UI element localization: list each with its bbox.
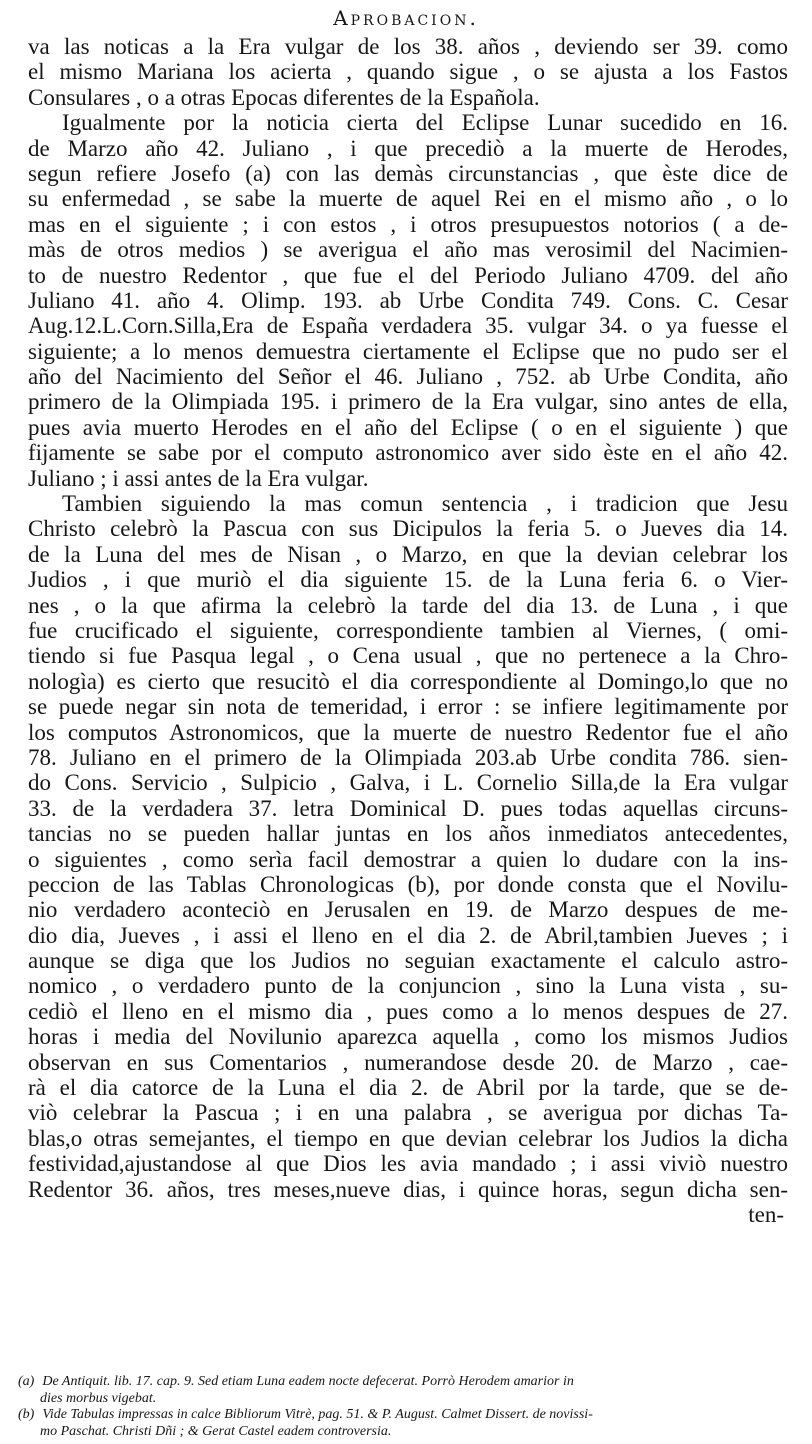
text-line: los computos Astronomicos, que la muerte de nuestro Redentor fue el año	[28, 719, 788, 745]
text-line: nes , o la que afirma la celebrò la tarde del dia 13. de Luna , i que	[28, 592, 788, 618]
text-line: Christo celebrò la Pascua con sus Dicipulos la feria 5. o Jueves dia 14.	[28, 516, 788, 542]
text-line: su enfermedad , se sabe la muerte de aquel Rei en el mismo año , o lo	[28, 186, 788, 212]
footnote-line	[18, 1374, 790, 1391]
text-line: siguiente; a lo menos demuestra ciertamente el Eclipse que no pudo ser el	[28, 338, 788, 364]
text-line: peccion de las Tablas Chronologicas (b), por donde consta que el Novilu-	[28, 871, 788, 897]
text-line: màs de otros medios ) se averigua el año mas verosimil del Nacimien-	[28, 237, 788, 263]
text-line: nologìa) es cierto que resucitò el dia correspondiente al Domingo,lo que no	[28, 668, 788, 694]
text-line: mas en el siguiente ; i con estos , i otros presupuestos notorios ( a de-	[28, 211, 788, 237]
text-line: horas i media del Novilunio aparezca aquella , como los mismos Judios	[28, 1024, 788, 1050]
paragraph	[28, 34, 788, 110]
text-line: de Marzo año 42. Juliano , i que precediò a la muerte de Herodes,	[28, 135, 788, 161]
text-line: Igualmente por la noticia cierta del Eclipse Lunar sucedido en 16.	[62, 110, 788, 136]
text-line: va las noticas a la Era vulgar de los 38. años , deviendo ser 39. como	[28, 34, 788, 59]
footnote-line	[18, 1424, 790, 1441]
text-line: Juliano ; i assi antes de la Era vulgar.	[28, 465, 369, 491]
text-line: fijamente se sabe por el computo astronomico aver sido èste en el año 42.	[28, 440, 788, 466]
text-line: Consulares , o a otras Epocas diferentes de la Española.	[28, 84, 540, 110]
text-line: 78. Juliano en el primero de la Olimpiada 203.ab Urbe condita 786. sien-	[28, 744, 788, 770]
text-line: pues avia muerto Herodes en el año del Eclipse ( o en el siguiente ) que	[28, 414, 788, 440]
text-line: rà el dia catorce de la Luna el dia 2. de Abril por la tarde, que se de-	[28, 1075, 788, 1101]
running-header: Aprobacion.	[333, 6, 479, 30]
text-line: to de nuestro Redentor , que fue el del Periodo Juliano 4709. del año	[28, 262, 788, 288]
text-line: segun refiere Josefo (a) con las demàs circunstancias , que èste dice de	[28, 160, 788, 186]
text-line: Redentor 36. años, tres meses,nueve dias, i quince horas, segun dicha sen-	[28, 1176, 788, 1202]
catchword: ten-	[748, 1201, 784, 1227]
text-line: tancias no se pueden hallar juntas en los años inmediatos antecedentes,	[28, 821, 788, 847]
paragraph	[28, 491, 788, 1202]
text-line: tiendo si fue Pasqua legal , o Cena usual , que no pertenece a la Chro-	[28, 643, 788, 669]
paragraph	[28, 110, 788, 491]
text-line: Judios , i que muriò el dia siguiente 15. de la Luna feria 6. o Vier-	[28, 567, 788, 593]
text-line: fue crucificado el siguiente, correspondiente tambien al Viernes, ( omi-	[28, 617, 788, 643]
text-line: año del Nacimiento del Señor el 46. Juliano , 752. ab Urbe Condita, año	[28, 364, 788, 390]
text-line: cediò el lleno en el mismo dia , pues como a lo menos despues de 27.	[28, 998, 788, 1024]
footnote-mark: (a)	[18, 1374, 35, 1389]
footnote-text: mo Paschat. Christi Dñi ; & Gerat Castel eadem controversia.	[40, 1423, 392, 1439]
text-line: nio verdadero aconteciò en Jerusalen en 19. de Marzo despues de me-	[28, 897, 788, 923]
text-line: dio dia, Jueves , i assi el lleno en el dia 2. de Abril,tambien Jueves ; i	[28, 922, 788, 948]
text-line: festividad,ajustandose al que Dios les avia mandado ; i assi viviò nuestro	[28, 1151, 788, 1177]
paragraph-list	[28, 34, 788, 1202]
text-line: do Cons. Servicio , Sulpicio , Galva, i L. Cornelio Silla,de la Era vulgar	[28, 770, 788, 796]
text-line: observan en sus Comentarios , numerandose desde 20. de Marzo , cae-	[28, 1049, 788, 1075]
footnote-text: Vide Tabulas impressas in calce Bibliorum Vitrè, pag. 51. & P. August. Calmet Dissert. de novissi-	[42, 1407, 593, 1423]
text-line: 33. de la verdadera 37. letra Dominical D. pues todas aquellas circuns-	[28, 795, 788, 821]
footnote-line	[18, 1407, 790, 1424]
text-line: blas,o otras semejantes, el tiempo en que devian celebrar los Judios la dicha	[28, 1125, 788, 1151]
text-line: se puede negar sin nota de temeridad, i error : se infiere legitimamente por	[28, 694, 788, 720]
footnote	[18, 1407, 790, 1440]
footnote-mark: (b)	[18, 1407, 35, 1423]
text-line: Aug.12.L.Corn.Silla,Era de España verdadera 35. vulgar 34. o ya fuesse el	[28, 313, 788, 339]
text-line: aunque se diga que los Judios no seguian exactamente el calculo astro-	[28, 948, 788, 974]
text-line: el mismo Mariana los acierta , quando sigue , o se ajusta a los Fastos	[28, 59, 788, 85]
text-line: Juliano 41. año 4. Olimp. 193. ab Urbe Condita 749. Cons. C. Cesar	[28, 287, 788, 313]
footnote	[18, 1374, 790, 1407]
footnote-text: dies morbus vigebat.	[40, 1390, 157, 1406]
text-line: Tambien siguiendo la mas comun sentencia , i tradicion que Jesu	[62, 491, 788, 517]
text-line: o siguientes , como serìa facil demostrar a quien lo dudare con la ins-	[28, 846, 788, 872]
footnote-text: De Antiquit. lib. 17. cap. 9. Sed etiam Luna eadem nocte defecerat. Porrò Herodem amarior in	[42, 1374, 574, 1389]
body-text	[28, 34, 788, 1227]
footnote-line	[18, 1391, 790, 1408]
text-line: nomico , o verdadero punto de la conjuncion , sino la Luna vista , su-	[28, 973, 788, 999]
text-line: primero de la Olimpiada 195. i primero de la Era vulgar, sino antes de ella,	[28, 389, 788, 415]
footnotes	[18, 1374, 790, 1440]
text-line: de la Luna del mes de Nisan , o Marzo, en que la devian celebrar los	[28, 541, 788, 567]
text-line: viò celebrar la Pascua ; i en una palabra , se averigua por dichas Ta-	[28, 1100, 788, 1126]
